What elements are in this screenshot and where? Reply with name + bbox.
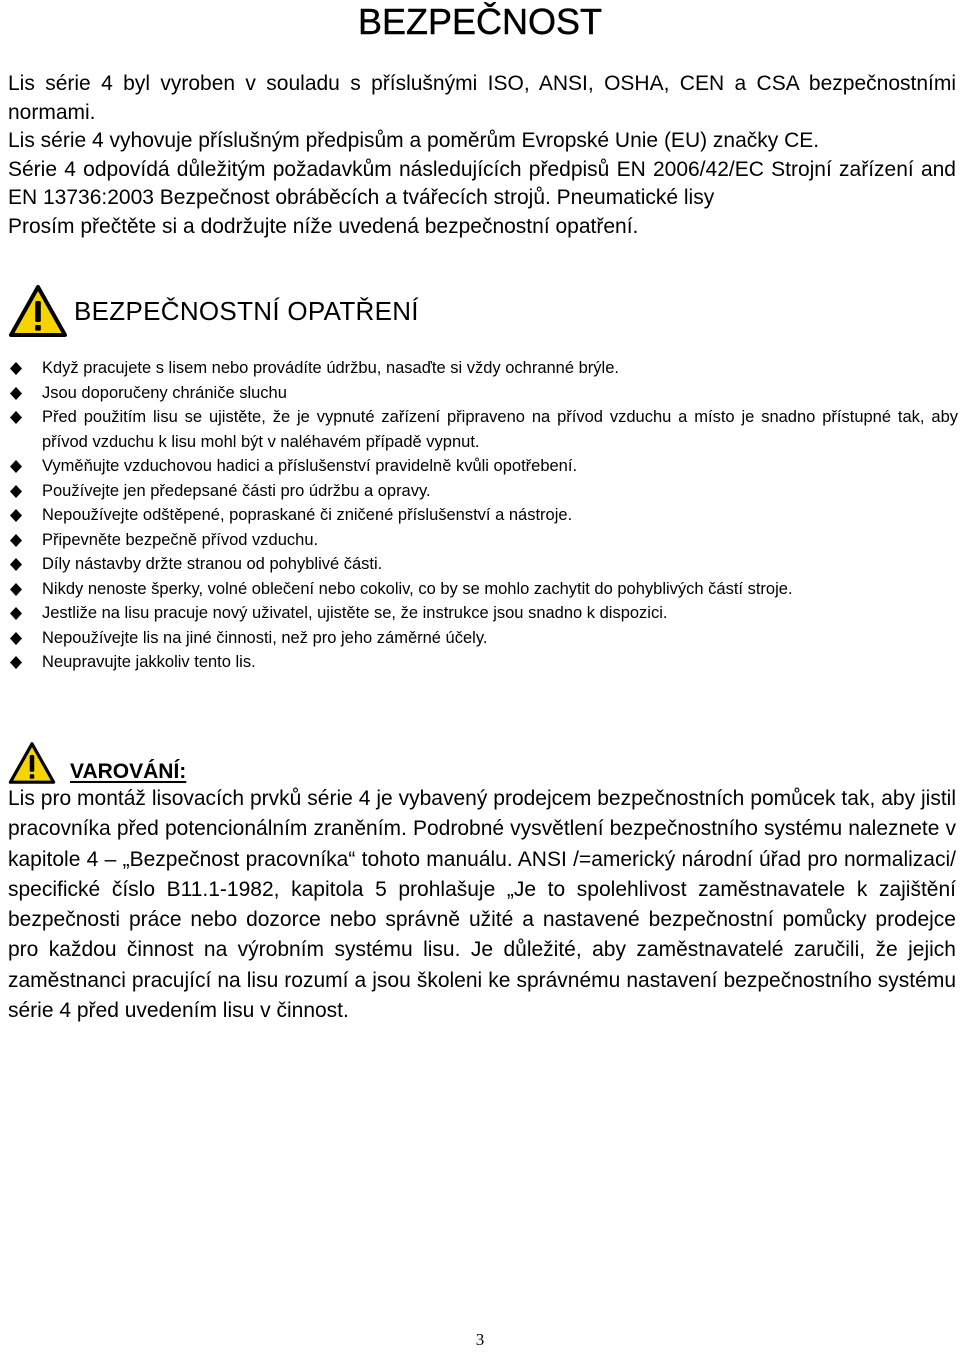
- list-item-text: Neupravujte jakkoliv tento lis.: [42, 653, 256, 671]
- intro-paragraphs: [8, 70, 956, 241]
- list-item-text: Nikdy nenoste šperky, volné oblečení nebo cokoliv, co by se mohlo zachytit do pohyblivých částí stroje.: [42, 579, 793, 598]
- list-item-text: Používejte jen předepsané části pro údržbu a opravy.: [42, 481, 431, 500]
- intro-paragraph: Lis série 4 byl vyroben v souladu s příslušnými ISO, ANSI, OSHA, CEN a CSA bezpečnostními normami.: [8, 72, 956, 124]
- diamond-bullet-icon: [10, 509, 22, 522]
- warning-paragraph: Lis pro montáž lisovacích prvků série 4 je vybavený prodejcem bezpečnostních pomůcek tak, aby jistil pracovníka před potencionálním zraněním. Podrobné vysvětlení bezpečnostního systému naleznete v kapitole 4 – „Bezpečnost pracovníka“ tohoto manuálu. ANSI /=americký národní úřad pro normalizaci/ specifické číslo B11.1-1982, kapitola 5 prohlašuje „Je to spolehlivost zaměstnavatele k zajištění bezpečnosti práce nebo dozorce nebo správně užité a nastavené bezpečnostní pomůcky prodejce pro každou činnost na výrobním systému lisu. Je důležité, aby zaměstnavatelé zaručili, že jejich zaměstnanci pracující na lisu rozumí a jsou školeni ke správnému nastavení bezpečnostního systému série 4 před uvedením lisu v činnost.: [8, 787, 956, 1023]
- list-item-text: Jestliže na lisu pracuje nový uživatel, ujistěte se, že instrukce jsou snadno k dispozici.: [42, 604, 668, 622]
- list-item-text: Před použitím lisu se ujistěte, že je vypnuté zařízení připraveno na přívod vzduchu a místo je snadno přístupné tak, aby přívod vzduchu k lisu mohl být v naléhavém případě vypnut.: [42, 408, 958, 451]
- precautions-list: [8, 356, 958, 675]
- intro-paragraph: Lis série 4 vyhovuje příslušným předpisům a poměrům Evropské Unie (EU) značky CE.: [8, 129, 820, 152]
- diamond-bullet-icon: [10, 460, 22, 473]
- page-title: BEZPEČNOST: [357, 1, 603, 42]
- page-number: 3: [475, 1330, 485, 1349]
- warning-triangle-icon: [8, 741, 56, 785]
- list-item: [8, 528, 958, 553]
- warning-triangle-icon: [8, 284, 68, 338]
- list-item: [8, 650, 958, 675]
- list-item-text: Připevněte bezpečně přívod vzduchu.: [42, 530, 319, 549]
- list-item: [8, 479, 958, 504]
- diamond-bullet-icon: [10, 558, 22, 571]
- diamond-bullet-icon: [10, 362, 22, 375]
- list-item: [8, 626, 958, 651]
- warning-heading: [8, 735, 186, 785]
- list-item: [8, 454, 958, 479]
- diamond-bullet-icon: [10, 534, 22, 547]
- diamond-bullet-icon: [10, 607, 22, 620]
- diamond-bullet-icon: [10, 656, 22, 669]
- precautions-heading: [8, 281, 419, 341]
- list-item: [8, 577, 958, 602]
- list-item-text: Když pracujete s lisem nebo provádíte údržbu, nasaďte si vždy ochranné brýle.: [42, 359, 619, 377]
- list-item-text: Nepoužívejte lis na jiné činnosti, než pro jeho záměrné účely.: [42, 628, 488, 647]
- list-item: [8, 356, 958, 381]
- diamond-bullet-icon: [10, 387, 22, 400]
- list-item-text: Nepoužívejte odštěpené, popraskané či zničené příslušenství a nástroje.: [42, 506, 573, 524]
- intro-paragraph: Prosím přečtěte si a dodržujte níže uvedená bezpečnostní opatření.: [8, 214, 639, 238]
- diamond-bullet-icon: [10, 411, 22, 424]
- diamond-bullet-icon: [10, 583, 22, 596]
- list-item: [8, 405, 958, 454]
- diamond-bullet-icon: [10, 485, 22, 498]
- intro-paragraph: Série 4 odpovídá důležitým požadavkům následujících předpisů EN 2006/42/EC Strojní zařízení and EN 13736:2003 Bezpečnost obráběcích a tvářecích strojů. Pneumatické lisy: [8, 157, 956, 209]
- diamond-bullet-icon: [10, 632, 22, 645]
- warning-label: VAROVÁNÍ:: [70, 760, 187, 783]
- list-item: [8, 503, 958, 528]
- list-item-text: Jsou doporučeny chrániče sluchu: [42, 383, 287, 402]
- list-item: [8, 601, 958, 626]
- list-item: [8, 552, 958, 577]
- list-item-text: Vyměňujte vzduchovou hadici a příslušenství pravidelně kvůli opotřebení.: [42, 457, 578, 475]
- precautions-title: BEZPEČNOSTNÍ OPATŘENÍ: [74, 296, 419, 326]
- list-item: [8, 381, 958, 406]
- list-item-text: Díly nástavby držte stranou od pohyblivé části.: [42, 555, 383, 573]
